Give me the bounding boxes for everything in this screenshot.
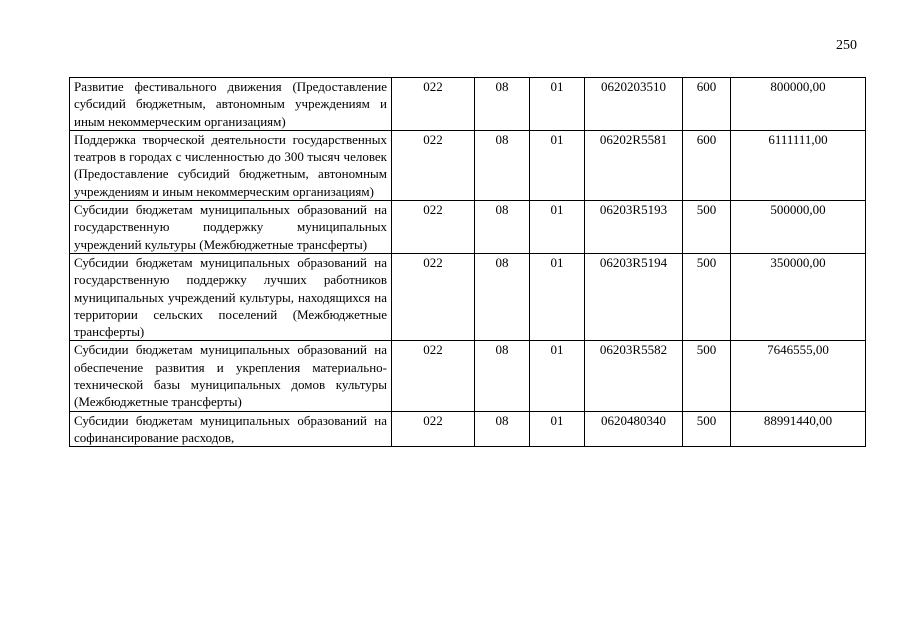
budget-table (69, 77, 866, 447)
expense-type-code: 500 (683, 201, 731, 254)
subsection-code: 01 (530, 411, 585, 447)
section-code: 08 (475, 411, 530, 447)
section-code: 08 (475, 130, 530, 200)
ministry-code: 022 (392, 411, 475, 447)
table-row (70, 253, 866, 340)
amount: 88991440,00 (731, 411, 866, 447)
expense-type-code: 500 (683, 411, 731, 447)
section-code: 08 (475, 341, 530, 411)
ministry-code: 022 (392, 341, 475, 411)
row-name: Поддержка творческой деятельности государственных театров в городах с численностью до 300 тысяч человек (Предоставление субсидий бюджетным, автономным учреждениям и иным некоммерческим организациям) (70, 130, 392, 200)
table-row (70, 78, 866, 131)
target-article-code: 06203R5193 (585, 201, 683, 254)
page-number: 250 (836, 38, 857, 53)
amount: 350000,00 (731, 253, 866, 340)
section-code: 08 (475, 253, 530, 340)
target-article-code: 06203R5194 (585, 253, 683, 340)
ministry-code: 022 (392, 78, 475, 131)
amount: 7646555,00 (731, 341, 866, 411)
expense-type-code: 600 (683, 78, 731, 131)
row-name: Субсидии бюджетам муниципальных образований на государственную поддержку лучших работников муниципальных учреждений культуры, находящихся на территории сельских поселений (Межбюджетные трансферты) (70, 253, 392, 340)
table-row (70, 130, 866, 200)
expense-type-code: 600 (683, 130, 731, 200)
ministry-code: 022 (392, 201, 475, 254)
section-code: 08 (475, 201, 530, 254)
section-code: 08 (475, 78, 530, 131)
row-name: Развитие фестивального движения (Предоставление субсидий бюджетным, автономным учреждениям и иным некоммерческим организациям) (70, 78, 392, 131)
row-name: Субсидии бюджетам муниципальных образований на софинансирование расходов, (70, 411, 392, 447)
amount: 500000,00 (731, 201, 866, 254)
amount: 800000,00 (731, 78, 866, 131)
table-row (70, 341, 866, 411)
row-name: Субсидии бюджетам муниципальных образований на государственную поддержку муниципальных учреждений культуры (Межбюджетные трансферты) (70, 201, 392, 254)
ministry-code: 022 (392, 130, 475, 200)
target-article-code: 0620203510 (585, 78, 683, 131)
target-article-code: 06203R5582 (585, 341, 683, 411)
expense-type-code: 500 (683, 341, 731, 411)
subsection-code: 01 (530, 253, 585, 340)
target-article-code: 06202R5581 (585, 130, 683, 200)
table-row (70, 201, 866, 254)
amount: 6111111,00 (731, 130, 866, 200)
target-article-code: 0620480340 (585, 411, 683, 447)
table-row (70, 411, 866, 447)
subsection-code: 01 (530, 78, 585, 131)
ministry-code: 022 (392, 253, 475, 340)
row-name: Субсидии бюджетам муниципальных образований на обеспечение развития и укрепления материально-технической базы муниципальных домов культуры (Межбюджетные трансферты) (70, 341, 392, 411)
subsection-code: 01 (530, 130, 585, 200)
subsection-code: 01 (530, 341, 585, 411)
subsection-code: 01 (530, 201, 585, 254)
expense-type-code: 500 (683, 253, 731, 340)
